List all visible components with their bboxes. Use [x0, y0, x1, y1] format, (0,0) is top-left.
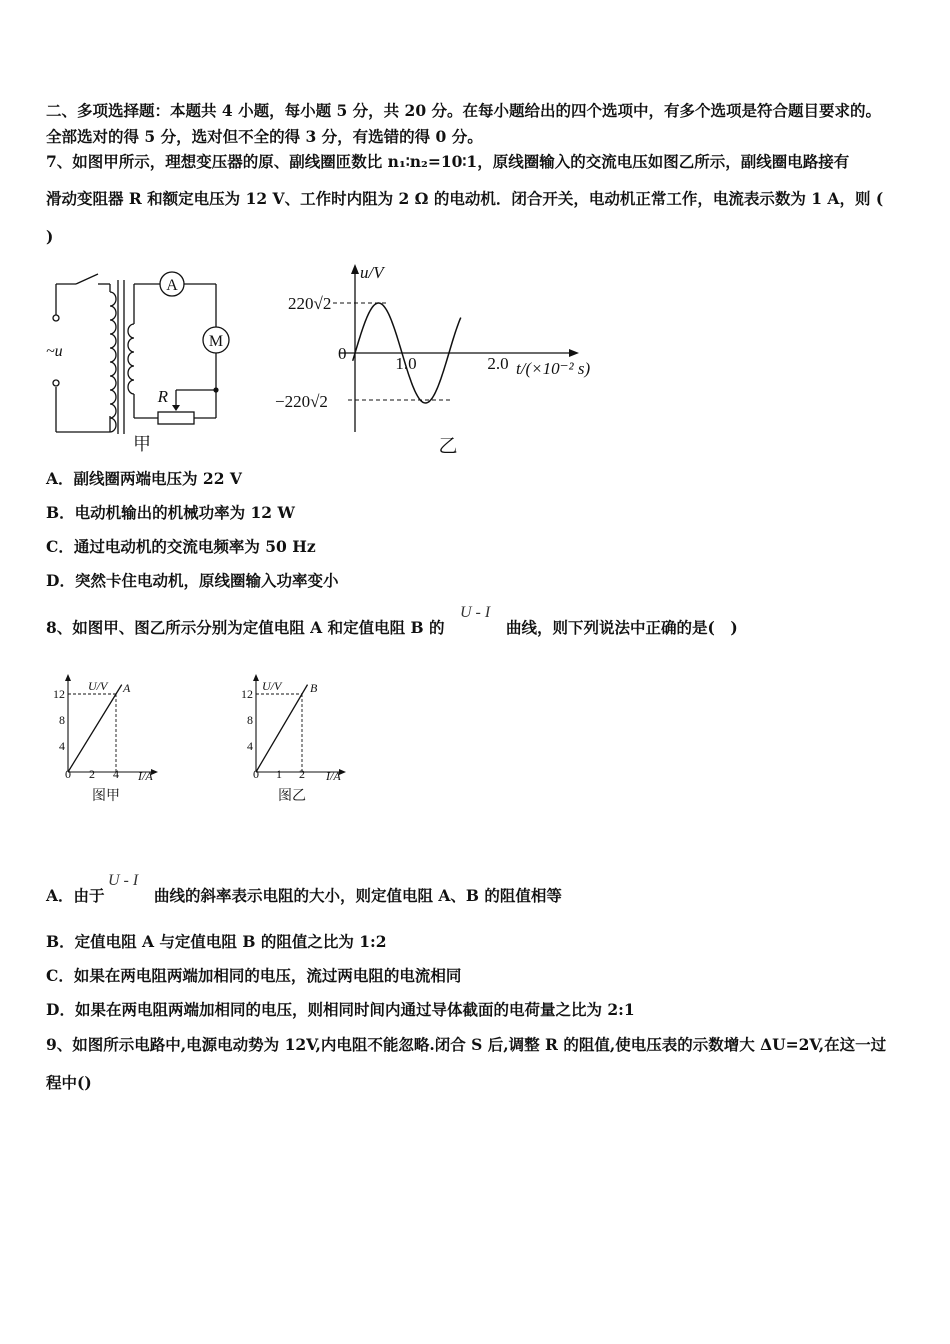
q8-option-a-before: A．由于 — [46, 886, 105, 905]
q8-stem-after: 曲线，则下列说法中正确的是( ) — [506, 618, 738, 637]
y-axis-label: u/V — [360, 263, 384, 282]
graph-a-origin: 0 — [65, 767, 71, 781]
section-header-line1: 二、多项选择题：本题共 4 小题，每小题 5 分，共 20 分。在每小题给出的四个选项中，有多个选项是符合题目要求的。 — [46, 101, 882, 120]
graph-a-caption: 图甲 — [92, 789, 120, 804]
y-max-label: 220√2 — [288, 294, 332, 313]
q9-stem-line2: 程中() — [46, 1073, 92, 1092]
figure-caption-jia: 甲 — [133, 434, 151, 454]
rheostat-symbol — [158, 412, 194, 424]
graph-b-line-label: B — [310, 681, 318, 695]
q8-ui-label: U - I — [460, 604, 491, 621]
graph-b-caption: 图乙 — [278, 789, 306, 804]
graph-b-ytick-12: 12 — [241, 687, 253, 701]
q7-figure-yi — [270, 262, 620, 458]
graph-a-ytick-8: 8 — [59, 713, 65, 727]
q7-option-c: C．通过电动机的交流电频率为 50 Hz — [46, 537, 316, 556]
graph-a-line-label: A — [123, 681, 131, 695]
q7-option-d: D．突然卡住电动机，原线圈输入功率变小 — [46, 571, 339, 590]
q7-option-b: B．电动机输出的机械功率为 12 W — [46, 503, 295, 522]
graph-a-y-label: U/V — [88, 679, 108, 693]
ammeter-label: A — [166, 277, 178, 294]
graph-b-xtick-1: 1 — [276, 767, 282, 781]
q8-stem-before: 8、如图甲、图乙所示分别为定值电阻 A 和定值电阻 B 的 — [46, 618, 445, 637]
q8-option-a-ui: U - I — [108, 872, 139, 889]
q8-option-c: C．如果在两电阻两端加相同的电压，流过两电阻的电流相同 — [46, 966, 462, 985]
graph-a-xtick-2: 2 — [89, 767, 95, 781]
q8-option-d: D．如果在两电阻两端加相同的电压，则相同时间内通过导体截面的电荷量之比为 2:1 — [46, 1000, 635, 1019]
origin-label: 0 — [338, 344, 347, 363]
q7-stem-line2: 滑动变阻器 R 和额定电压为 12 V、工作时内阻为 2 Ω 的电动机．闭合开关，电动机正常工作，电流表示数为 1 A，则 ( — [46, 189, 884, 208]
y-min-label: −220√2 — [275, 392, 328, 411]
q7-stem-line3: ) — [46, 227, 54, 246]
x-axis-label: t/(×10⁻² s) — [516, 359, 591, 378]
q8-option-b: B．定值电阻 A 与定值电阻 B 的阻值之比为 1:2 — [46, 932, 387, 951]
motor-label: M — [208, 333, 224, 350]
graph-b-origin: 0 — [253, 767, 259, 781]
graph-a-ui-line — [68, 685, 122, 772]
source-label: ~u — [46, 343, 63, 360]
x-tick-1: 1.0 — [395, 354, 417, 373]
graph-a-ytick-4: 4 — [59, 739, 65, 753]
figure-caption-yi: 乙 — [438, 436, 458, 457]
section-header-line2: 全部选对的得 5 分，选对但不全的得 3 分，有选错的得 0 分。 — [46, 127, 483, 146]
graph-b-xtick-2: 2 — [299, 767, 305, 781]
graph-b-ui-line — [256, 685, 308, 772]
graph-a-xtick-4: 4 — [113, 767, 119, 781]
q7-stem-line1: 7、如图甲所示，理想变压器的原、副线圈匝数比 n₁∶n₂=10∶1，原线圈输入的交流电压如图乙所示，副线圈电路接有 — [46, 152, 850, 171]
graph-b-x-label: I/A — [326, 769, 341, 783]
graph-a-ytick-12: 12 — [53, 687, 65, 701]
graph-b-ytick-4: 4 — [247, 739, 253, 753]
resistor-label: R — [157, 387, 168, 406]
q8-graph-b — [238, 672, 368, 812]
graph-b-ytick-8: 8 — [247, 713, 253, 727]
q8-graph-a — [50, 672, 180, 812]
x-tick-2: 2.0 — [487, 354, 509, 373]
graph-a-x-label: I/A — [138, 769, 153, 783]
graph-b-y-label: U/V — [262, 679, 282, 693]
q7-figure-jia — [40, 268, 250, 458]
q8-option-a-after: 曲线的斜率表示电阻的大小，则定值电阻 A、B 的阻值相等 — [154, 886, 562, 905]
q7-option-a: A．副线圈两端电压为 22 V — [46, 469, 242, 488]
q9-stem-line1: 9、如图所示电路中,电源电动势为 12V,内电阻不能忽略.闭合 S 后,调整 R 的阻值,使电压表的示数增大 ΔU=2V,在这一过 — [46, 1035, 887, 1054]
